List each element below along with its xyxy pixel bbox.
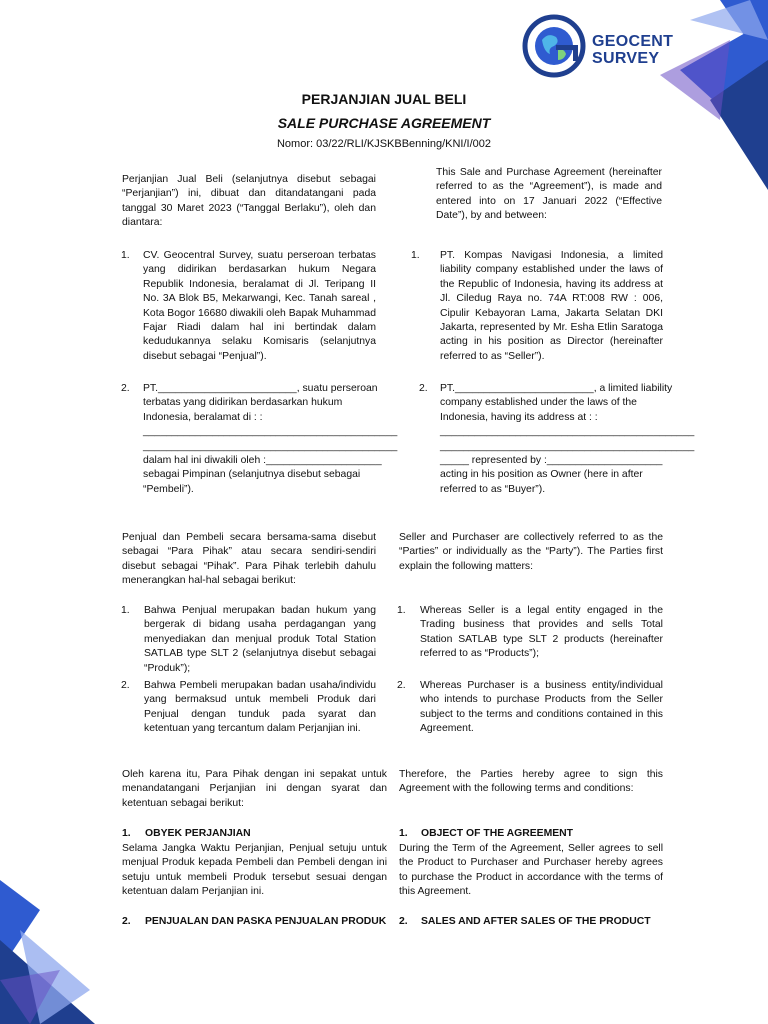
party2-en-line: _____ represented by :____________________ <box>440 455 663 467</box>
party1-english: PT. Kompas Navigasi Indonesia, a limited liability company established under the laws of the Republic of Indonesia, having its address at Jl. Ciledug Raya no. 74A RT:008 RW : 006, Cipulir Kebayoran Lama, Jakarta Selatan DKI Jakarta, represented by Mr. Esha Etlin Saratoga acting in his position as Director (hereinafter referred to as “Seller”). <box>440 250 663 362</box>
party2-id-line: terbatas yang didirikan berdasarkan hukum <box>143 397 343 409</box>
whereas1-number-id: 1. <box>121 605 130 616</box>
whereas1-number-en: 1. <box>397 605 406 616</box>
party2-id-line: “Pembeli”). <box>143 483 194 495</box>
globe-g-icon <box>522 12 586 78</box>
party1-indonesian: CV. Geocentral Survey, suatu perseroan terbatas yang didirikan berdasarkan hukum Negara Republik Indonesia, beralamat di Jl. Teripang II No. 3A Blok B5, Mekarwangi, Kec. Tanah sareal , Kota Bogor 16680 diwakili oleh Bapak Muhammad Fajar Riadi dalam hal ini bertindak dalam kedudukannya selaku Komisaris (selanjutnya disebut sebagai “Penjual”). <box>143 250 376 362</box>
title-indonesian: PERJANJIAN JUAL BELI <box>301 91 467 107</box>
party1-number-en: 1. <box>411 250 420 261</box>
party2-english <box>440 382 695 497</box>
section2-number-en: 2. <box>399 916 408 927</box>
section1-number-id: 1. <box>122 828 131 839</box>
therefore-english: Therefore, the Parties hereby agree to sign this Agreement with the following terms and conditions: <box>399 769 663 795</box>
therefore-indonesian: Oleh karena itu, Para Pihak dengan ini sepakat untuk menandatangani Perjanjian ini dengan syarat dan ketentuan sebagai berikut: <box>122 769 387 809</box>
party2-en-line: referred to as “Buyer”). <box>440 483 546 495</box>
party2-en-line: acting in his position as Owner (here in after <box>440 469 643 481</box>
party2-id-line: sebagai Pimpinan (selanjutnya disebut sebagai <box>143 469 361 481</box>
section1-title-english: OBJECT OF THE AGREEMENT <box>421 828 574 839</box>
whereas1-english: Whereas Seller is a legal entity engaged in the Trading business that provides and sells Total Station SATLAB type SLT 2 products (hereinafter referred to as “Products”); <box>420 605 663 660</box>
party2-number-id: 2. <box>121 383 130 394</box>
party2-id-line: ____________________________________________ <box>143 440 398 452</box>
logo-line-2: SURVEY <box>592 50 660 67</box>
decorative-triangles-bottom-left <box>0 880 110 1024</box>
parties-para-english: Seller and Purchaser are collectively referred to as the “Parties” or individually as the “Party”). The Parties first explain the following matters: <box>399 532 663 572</box>
section1-body-english: During the Term of the Agreement, Seller agrees to sell the Product to Purchaser and Purchaser hereby agrees to purchase the Product in accordance with the terms of this Agreement. <box>399 843 663 898</box>
title-english: SALE PURCHASE AGREEMENT <box>277 115 491 131</box>
section2-number-id: 2. <box>122 916 131 927</box>
party2-id-line: dalam hal ini diwakili oleh :____________________ <box>143 455 382 467</box>
whereas2-number-en: 2. <box>397 680 406 691</box>
party2-en-line: Indonesia, having its address at : : <box>440 411 598 423</box>
party1-number-id: 1. <box>121 250 130 261</box>
party2-en-line: company established under the laws of the <box>440 397 637 409</box>
document-number: Nomor: 03/22/RLI/KJSKBBenning/KNI/I/002 <box>276 138 491 150</box>
whereas2-indonesian: Bahwa Pembeli merupakan badan usaha/individu yang bermaksud untuk membeli Produk dari Penjual dengan tunduk pada syarat dan ketentuan yang tercantum dalam Perjanjian ini. <box>144 680 376 735</box>
logo-line-1: GEOCENT <box>592 33 674 50</box>
section1-body-indonesian: Selama Jangka Waktu Perjanjian, Penjual setuju untuk menjual Produk kepada Pembeli dan Pembeli dengan ini setuju untuk membeli Produk tersebut sesuai dengan ketentuan dalam Perjanjian ini. <box>122 843 387 898</box>
party2-indonesian <box>143 382 398 497</box>
party2-en-line: ____________________________________________ <box>440 440 695 452</box>
whereas2-number-id: 2. <box>121 680 130 691</box>
section1-number-en: 1. <box>399 828 408 839</box>
intro-indonesian: Perjanjian Jual Beli (selanjutnya disebut sebagai “Perjanjian”) ini, dibuat dan ditandatangani pada tanggal 30 Maret 2023 (“Tanggal Berlaku”), oleh dan diantara: <box>122 174 376 229</box>
party2-id-line: Indonesia, beralamat di : : <box>143 411 263 423</box>
parties-para-indonesian: Penjual dan Pembeli secara bersama-sama disebut sebagai “Para Pihak” atau secara sendiri-sendiri disebut sebagai “Pihak”. Para Pihak terlebih dahulu menerangkan hal-hal sebagai berikut: <box>122 532 376 587</box>
intro-english: This Sale and Purchase Agreement (hereinafter referred to as the “Agreement”), is made and entered into on 17 Januari 2022 (“Effective Date”), by and between: <box>436 167 662 222</box>
party2-en-line: PT.________________________, a limited liability <box>440 383 673 394</box>
party2-id-line: PT.________________________, suatu perseroan <box>143 383 378 394</box>
party2-number-en: 2. <box>419 383 428 394</box>
whereas2-english: Whereas Purchaser is a business entity/individual who intends to purchase Products from the Seller subject to the terms and conditions contained in this Agreement. <box>420 680 663 735</box>
party2-id-line: ____________________________________________ <box>143 426 398 438</box>
party2-en-line: ____________________________________________ <box>440 426 695 438</box>
section1-title-indonesian: OBYEK PERJANJIAN <box>145 828 251 839</box>
whereas1-indonesian: Bahwa Penjual merupakan badan hukum yang bergerak di bidang usaha perdagangan yang menyediakan dan menjual produk Total Station SATLAB type SLT 2 (selanjutnya disebut sebagai “Produk”); <box>144 605 376 674</box>
logo-text <box>592 33 673 67</box>
section2-title-indonesian: PENJUALAN DAN PASKA PENJUALAN PRODUK <box>145 916 387 927</box>
section2-title-english: SALES AND AFTER SALES OF THE PRODUCT <box>421 916 651 927</box>
